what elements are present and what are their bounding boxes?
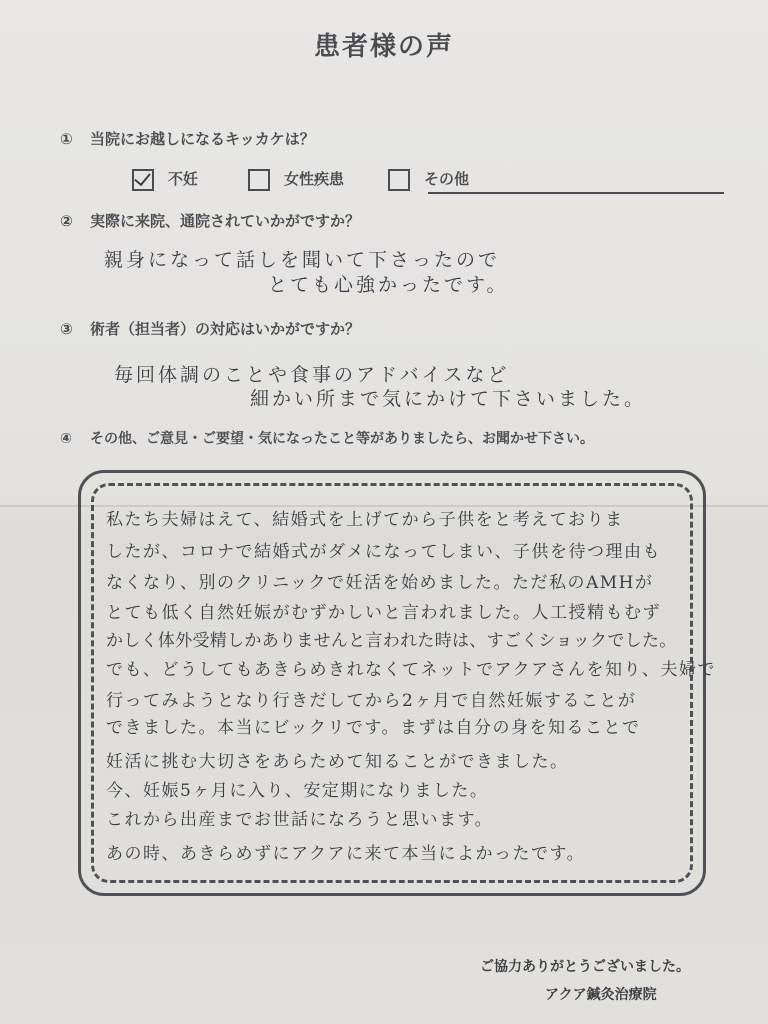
question-number: ④ (60, 431, 72, 447)
question-3 (60, 318, 360, 339)
comment-line: これから出産までお世話になろうと思います。 (106, 810, 494, 830)
answer-3-line-2: 細かい所まで気にかけて下さいました。 (250, 388, 647, 410)
question-number: ③ (60, 320, 73, 338)
comment-line: したが、コロナで結婚式がダメになってしまい、子供を待つ理由も (106, 542, 661, 562)
comment-line: 妊活に挑む大切さをあらためて知ることができました。 (106, 752, 569, 772)
thanks-message: ご協力ありがとうございました。 (480, 959, 690, 975)
comment-line: とても低く自然妊娠がむずかしいと言われました。人工授精もむず (106, 603, 661, 623)
question-1 (60, 128, 315, 149)
question-text: 術者（担当者）の対応はいかがですか？ (90, 320, 361, 338)
page-title: 患者様の声 (313, 32, 454, 62)
question-text: 当院にお越しになるキッカケは？ (90, 130, 315, 148)
reason-options (132, 168, 732, 192)
comment-line: かしく体外受精しかありませんと言われた時は、すごくショックでした。 (106, 631, 677, 651)
question-number: ② (60, 212, 73, 230)
question-2 (60, 210, 360, 231)
option-label: その他 (424, 170, 470, 188)
comment-line: あの時、あきらめずにアクアに来て本当によかったです。 (106, 844, 586, 864)
comment-line: でも、どうしてもあきらめきれなくてネットでアクアさんを知り、夫婦で (106, 660, 716, 680)
question-number: ① (60, 130, 73, 148)
option-other[interactable] (388, 168, 469, 191)
answer-3-line-1: 毎回体調のことや食事のアドバイスなど (114, 364, 510, 386)
option-label: 女性疾患 (284, 170, 345, 188)
comment-line: 今、妊娠5ヶ月に入り、安定期になりました。 (106, 781, 489, 801)
comment-line: できました。本当にビックリです。まずは自分の身を知ることで (106, 718, 641, 738)
question-text: その他、ご意見・ご要望・気になったこと等がありましたら、お聞かせ下さい。 (90, 431, 594, 447)
checkbox-checked-icon[interactable] (132, 169, 154, 191)
other-write-in-line (428, 192, 724, 194)
option-label: 不妊 (168, 170, 199, 188)
answer-2-line-1: 親身になって話しを聞いて下さったので (104, 249, 501, 271)
comment-line: なくなり、別のクリニックで妊活を始めました。ただ私のAMHが (106, 573, 654, 593)
comment-frame (78, 470, 706, 896)
option-infertility[interactable] (132, 168, 198, 191)
checkbox-icon[interactable] (388, 169, 410, 191)
comment-line: 私たち夫婦はえて、結婚式を上げてから子供をと考えておりま (106, 510, 624, 530)
option-womens-disease[interactable] (248, 168, 344, 191)
clinic-name: アクア鍼灸治療院 (545, 987, 657, 1003)
question-text: 実際に来院、通院されていかがですか？ (90, 212, 361, 230)
answer-2-line-2: とても心強かったです。 (268, 274, 509, 296)
comment-line: 行ってみようとなり行きだしてから2ヶ月で自然妊娠することが (106, 691, 637, 711)
question-4 (60, 428, 594, 448)
checkbox-icon[interactable] (248, 169, 270, 191)
